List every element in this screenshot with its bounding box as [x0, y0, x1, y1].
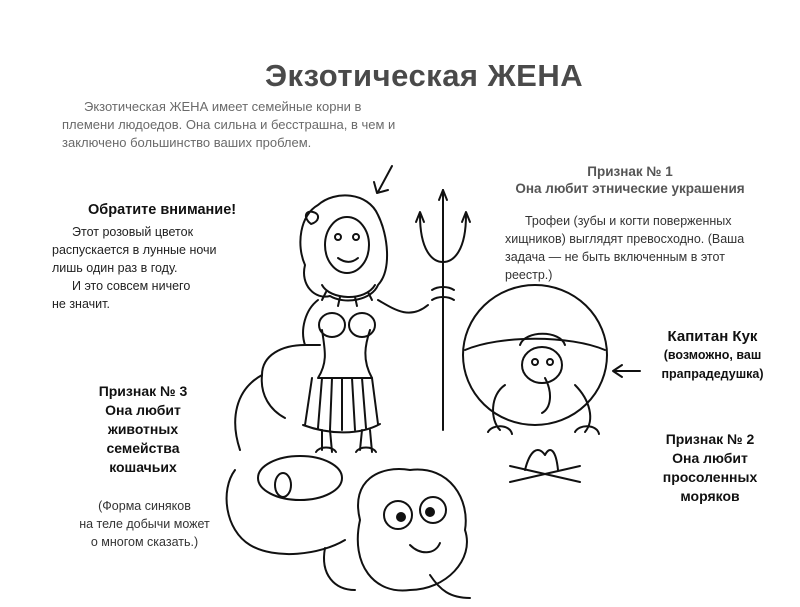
sign1-body-line: реестр.)	[505, 268, 553, 282]
sign1-body-line: Трофеи (зубы и когти поверженных	[525, 214, 732, 228]
lion	[227, 456, 470, 598]
attention-line: не значит.	[52, 297, 110, 311]
attention-line: лишь один раз в году.	[52, 261, 178, 275]
attention-line: Этот розовый цветок	[72, 225, 194, 239]
sign3-block	[68, 382, 218, 477]
captain-cook-name: Капитан Кук	[667, 328, 758, 345]
sign2-line: Признак № 2	[665, 431, 755, 447]
sign3-note-line: о многом сказать.)	[90, 535, 199, 549]
attention-line: И это совсем ничего	[72, 279, 191, 293]
sign2-line: просоленных	[662, 469, 758, 485]
attention-heading: Обратите внимание!	[88, 202, 237, 218]
captain-cook-in-cauldron	[463, 285, 607, 434]
sign1-body	[505, 212, 760, 284]
intro-line: Экзотическая ЖЕНА имеет семейные корни в	[84, 99, 362, 114]
sign3-note-line: на теле добычи может	[79, 517, 210, 531]
sign1-title: Признак № 1	[587, 164, 673, 179]
sign1-subtitle: Она любит этнические украшения	[515, 181, 745, 196]
sign2-line: моряков	[680, 488, 740, 504]
intro-line: племени людоедов. Она сильна и бесстрашна, в чем и	[62, 117, 396, 132]
sign3-line: Признак № 3	[98, 383, 188, 399]
trident	[416, 190, 470, 430]
attention-line: распускается в лунные ночи	[52, 243, 217, 257]
wife-figure	[235, 195, 428, 452]
sign3-note	[52, 497, 237, 551]
sign1-body-line: хищников) выглядят превосходно. (Ваша	[505, 232, 745, 246]
sign2-line: Она любит	[672, 450, 748, 466]
campfire	[510, 450, 580, 482]
sign3-line: семейства	[106, 440, 180, 456]
arrow-down-left-icon	[374, 166, 392, 193]
intro-paragraph	[62, 98, 442, 152]
sign3-line: кошачьих	[109, 459, 177, 475]
captain-cook-subline: прапрадедушка)	[661, 367, 764, 381]
sign1-body-line: задача — не быть включенным в этот	[505, 250, 725, 264]
sign1-heading	[480, 163, 780, 197]
sign3-line: Она любит	[105, 402, 181, 418]
sign3-note-line: (Форма синяков	[98, 499, 191, 513]
captain-cook-subline: (возможно, ваш	[663, 348, 762, 362]
intro-line: заключено большинство ваших проблем.	[62, 135, 312, 150]
page-title: Экзотическая ЖЕНА	[265, 58, 584, 93]
attention-body	[52, 223, 252, 313]
captain-cook-label	[630, 327, 795, 384]
sign3-line: животных	[107, 421, 179, 437]
sign2-block	[630, 430, 790, 506]
